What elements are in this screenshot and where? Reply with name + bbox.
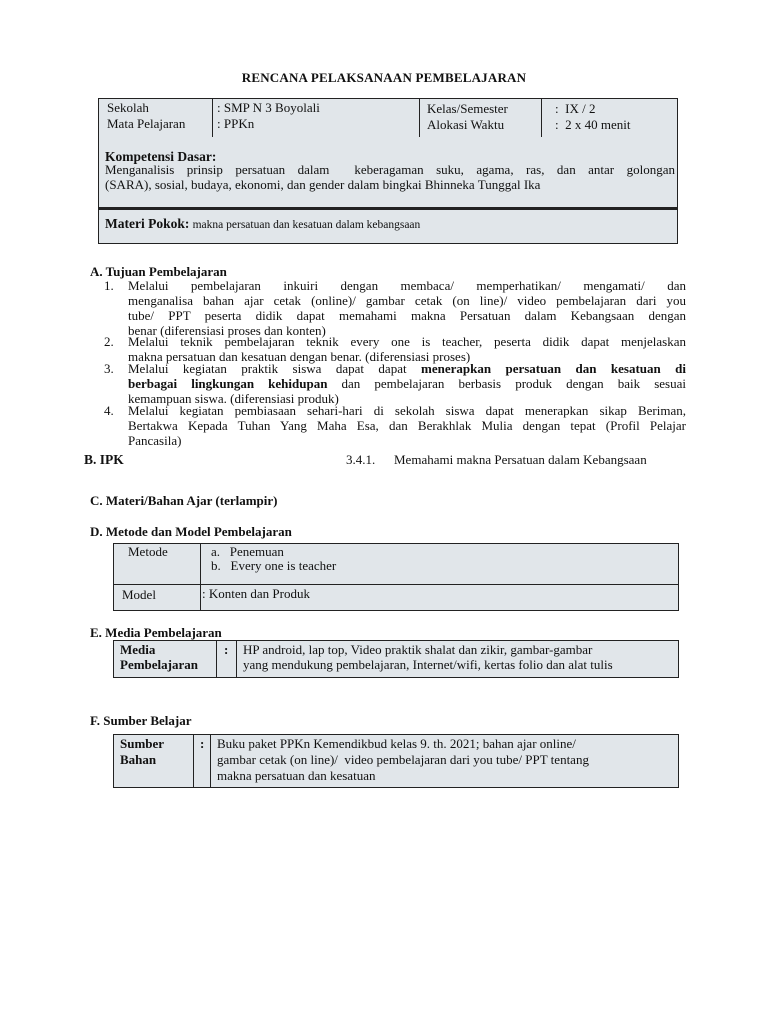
alokasi-label: Alokasi Waktu xyxy=(427,117,505,132)
metode-item: a. Penemuan xyxy=(211,544,284,559)
materi-value: makna persatuan dan kesatuan dalam kebangsaan xyxy=(192,219,421,231)
ipk-text: Memahami makna Persatuan dalam Kebangsaan xyxy=(394,452,647,467)
media-value: yang mendukung pembelajaran, Internet/wifi, kertas folio dan alat tulis xyxy=(243,657,613,672)
metode-heading: D. Metode dan Model Pembelajaran xyxy=(90,524,292,539)
divider xyxy=(212,99,213,137)
metode-table xyxy=(113,543,679,611)
colon: : xyxy=(200,736,205,751)
item-line: benar (diferensiasi proses dan konten) xyxy=(128,323,326,338)
divider xyxy=(200,544,201,610)
model-label: Model xyxy=(122,587,156,602)
media-heading: E. Media Pembelajaran xyxy=(90,625,222,640)
sumber-label: Sumber xyxy=(120,736,165,751)
item-line: kemampuan siswa. (diferensiasi produk) xyxy=(128,391,339,406)
page-title: RENCANA PELAKSANAAN PEMBELAJARAN xyxy=(241,70,527,85)
item-number: 1. xyxy=(104,278,114,293)
divider xyxy=(216,641,217,677)
kelas-label: Kelas/Semester xyxy=(427,101,508,116)
colon: : xyxy=(224,642,229,657)
item-number: 4. xyxy=(104,403,114,418)
item-line: tube/ PPT peserta didik dapat memahami makna Persatuan dalam Kebangsaan dengan xyxy=(128,308,686,323)
alokasi-value: : 2 x 40 menit xyxy=(555,117,631,132)
sumber-table xyxy=(113,734,679,788)
materi-heading: C. Materi/Bahan Ajar (terlampir) xyxy=(90,493,278,508)
kd-line: (SARA), sosial, budaya, ekonomi, dan gender dalam bingkai Bhinneka Tunggal Ika xyxy=(105,177,541,192)
sumber-heading: F. Sumber Belajar xyxy=(90,713,192,728)
materi-label: Materi Pokok: xyxy=(105,216,190,231)
item-line: Bertakwa Kepada Tuhan Yang Maha Esa, dan Berakhlak Mulia dengan tepat (Profil Pelajar xyxy=(128,418,686,433)
sumber-value: Buku paket PPKn Kemendikbud kelas 9. th. 2021; bahan ajar online/ xyxy=(217,736,576,751)
header-table xyxy=(98,98,678,244)
divider xyxy=(193,735,194,787)
divider xyxy=(236,641,237,677)
item-text: dan pembelajaran berbasis produk dengan baik sesuai xyxy=(327,376,686,391)
media-value: HP android, lap top, Video praktik shalat dan zikir, gambar-gambar xyxy=(243,642,593,657)
sumber-value: gambar cetak (on line)/ video pembelajaran dari you tube/ PPT tentang xyxy=(217,752,589,767)
divider xyxy=(541,99,542,137)
item-line: menganalisa bahan ajar cetak (online)/ gambar cetak (on line)/ video pembelajaran dari you xyxy=(128,293,686,308)
sekolah-label: Sekolah xyxy=(107,100,149,115)
tujuan-heading: A. Tujuan Pembelajaran xyxy=(90,264,227,279)
media-table xyxy=(113,640,679,678)
item-line: Melalui pembelajaran inkuiri dengan membaca/ memperhatikan/ mengamati/ dan xyxy=(128,278,686,293)
mapel-value: : PPKn xyxy=(217,116,255,131)
ipk-code: 3.4.1. xyxy=(346,452,376,467)
item-number: 3. xyxy=(104,361,114,376)
sumber-value: makna persatuan dan kesatuan xyxy=(217,768,376,783)
mapel-label: Mata Pelajaran xyxy=(107,116,186,131)
kompetensi-dasar xyxy=(99,137,677,210)
divider xyxy=(210,735,211,787)
media-label: Media xyxy=(120,642,156,657)
divider xyxy=(419,99,420,137)
item-text: Melalui kegiatan praktik siswa dapat dapat xyxy=(128,361,421,376)
metode-label: Metode xyxy=(128,544,168,559)
media-label: Pembelajaran xyxy=(120,657,198,672)
materi-pokok xyxy=(99,210,677,243)
header-info-row xyxy=(99,99,677,138)
item-text-bold: berbagai lingkungan kehidupan xyxy=(128,376,328,391)
item-number: 2. xyxy=(104,334,114,349)
item-line: makna persatuan dan kesatuan dengan benar. (diferensiasi proses) xyxy=(128,349,471,364)
item-line: Melalui teknik pembelajaran teknik every one is teacher, peserta didik dapat menjelaskan xyxy=(128,334,686,349)
sumber-label: Bahan xyxy=(120,752,157,767)
kd-line: Menganalisis prinsip persatuan dalam keberagaman suku, agama, ras, dan antar golongan xyxy=(105,162,675,177)
divider xyxy=(114,584,678,585)
metode-item: b. Every one is teacher xyxy=(211,558,337,573)
item-line: Melalui kegiatan pembiasaan sehari-hari di sekolah siswa dapat menerapkan sikap Beriman, xyxy=(128,403,686,418)
kelas-value: : IX / 2 xyxy=(555,101,596,116)
model-value: : Konten dan Produk xyxy=(202,586,310,601)
kd-label: Kompetensi Dasar: xyxy=(105,149,217,164)
ipk-heading: B. IPK xyxy=(84,452,124,467)
item-line: Pancasila) xyxy=(128,433,182,448)
item-text-bold: menerapkan persatuan dan kesatuan di xyxy=(421,361,687,376)
sekolah-value: : SMP N 3 Boyolali xyxy=(217,100,320,115)
